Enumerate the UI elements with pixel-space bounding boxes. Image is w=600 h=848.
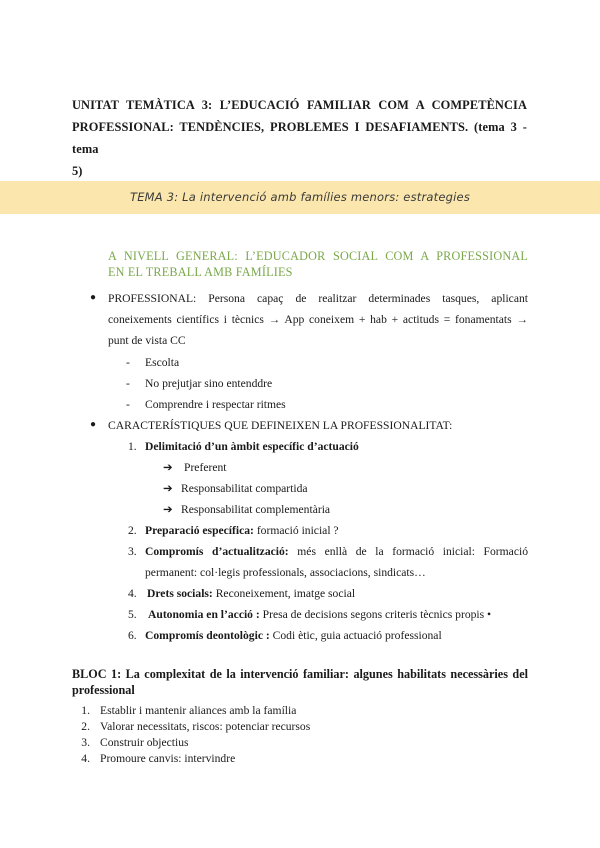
bloc-1-heading [72, 666, 528, 698]
list-number: 3. [128, 545, 137, 558]
item-5-bold: Autonomia en l’acció : [148, 608, 260, 621]
list-number: 4. [81, 752, 90, 765]
professional-subitem-1: Escolta [145, 356, 180, 369]
item-6-bold: Compromís deontològic : [145, 629, 270, 642]
item-3-line-2: permanent: col·legis professionals, associacions, sindicats… [145, 566, 426, 579]
bullet-icon: ● [90, 292, 97, 303]
professional-subitem-3: Comprendre i respectar ritmes [145, 398, 286, 411]
list-item [72, 703, 310, 719]
list-number: 2. [81, 720, 90, 733]
arrow-item-3: Responsabilitat complementària [181, 503, 331, 516]
arrow-item-2: Responsabilitat compartida [181, 482, 308, 495]
professional-subitem-2: No prejutjar sino entenddre [145, 377, 273, 390]
title-line-3: 5) [72, 164, 83, 178]
dash-1: - [126, 356, 130, 369]
item-4-bold: Drets socials: [147, 587, 213, 600]
bullet-icon: ● [90, 419, 97, 430]
document-title [72, 94, 527, 182]
arrow-icon: ➔ [163, 461, 173, 474]
list-number: 1. [81, 704, 90, 717]
item-3-text: més enllà de la formació inicial: Formació [288, 545, 528, 558]
professional-def-1: Persona capaç de realitzar determinades tasques, aplicant [208, 292, 528, 305]
title-line-2: PROFESSIONAL: TENDÈNCIES, PROBLEMES I DESAFIAMENTS. (tema 3 - tema [72, 120, 527, 156]
item-3-bold: Compromís d’actualització: [145, 545, 289, 558]
item-4-text: Reconeixement, imatge social [212, 587, 356, 600]
section-heading [108, 249, 528, 280]
list-number: 6. [128, 629, 137, 642]
list-item [72, 719, 310, 735]
list-item-text: Promoure canvis: intervindre [100, 752, 236, 765]
professional-line-2: coneixements científics i tècnics → App coneixem + hab + actituds = fonamentats → [108, 313, 528, 326]
dash-3: - [126, 398, 130, 411]
list-number: 4. [128, 587, 137, 600]
section-heading-line-2: EN EL TREBALL AMB FAMÍLIES [108, 264, 293, 279]
list-item [72, 751, 310, 767]
list-number: 1. [128, 440, 137, 453]
arrow-icon: ➔ [163, 482, 173, 495]
arrow-icon: ➔ [163, 503, 173, 516]
professional-line-1 [108, 288, 528, 309]
item-2 [145, 520, 339, 541]
item-2-text: formació inicial ? [253, 524, 339, 537]
dash-2: - [126, 377, 130, 390]
item-5 [148, 604, 491, 625]
item-6-text: Codi ètic, guia actuació professional [269, 629, 442, 642]
list-number: 3. [81, 736, 90, 749]
arrow-item-1: Preferent [184, 461, 227, 474]
list-item-text: Valorar necessitats, riscos: potenciar recursos [100, 720, 311, 733]
banner-title: TEMA 3: La intervenció amb famílies menors: estrategies [129, 190, 471, 204]
item-1-bold: Delimitació d’un àmbit específic d’actuació [145, 440, 359, 453]
list-item-text: Establir i mantenir aliances amb la família [100, 704, 297, 717]
item-6 [145, 625, 442, 646]
item-5-text: Presa de decisions segons criteris tècnics propis • [259, 608, 492, 621]
bloc-1-list [72, 703, 310, 767]
list-item [72, 735, 310, 751]
item-4 [147, 583, 355, 604]
professional-line-3: punt de vista CC [108, 334, 186, 347]
section-heading-line-1: A NIVELL GENERAL: L’EDUCADOR SOCIAL COM A PROFESSIONAL [108, 249, 528, 263]
list-item-text: Construir objectius [100, 736, 189, 749]
bloc-1-heading-line-2: professional [72, 683, 135, 697]
title-line-1: UNITAT TEMÀTICA 3: L’EDUCACIÓ FAMILIAR COM A COMPETÈNCIA [72, 98, 527, 112]
caracteristiques-heading: CARACTERÍSTIQUES QUE DEFINEIXEN LA PROFESSIONALITAT: [108, 419, 453, 432]
item-2-bold: Preparació específica: [145, 524, 254, 537]
bloc-1-heading-line-1: BLOC 1: La complexitat de la intervenció familiar: algunes habilitats necessàries del [72, 667, 528, 681]
professional-term: PROFESSIONAL: [108, 292, 197, 305]
item-3 [145, 541, 528, 562]
list-number: 5. [128, 608, 137, 621]
list-number: 2. [128, 524, 137, 537]
item-1-title [145, 436, 359, 457]
